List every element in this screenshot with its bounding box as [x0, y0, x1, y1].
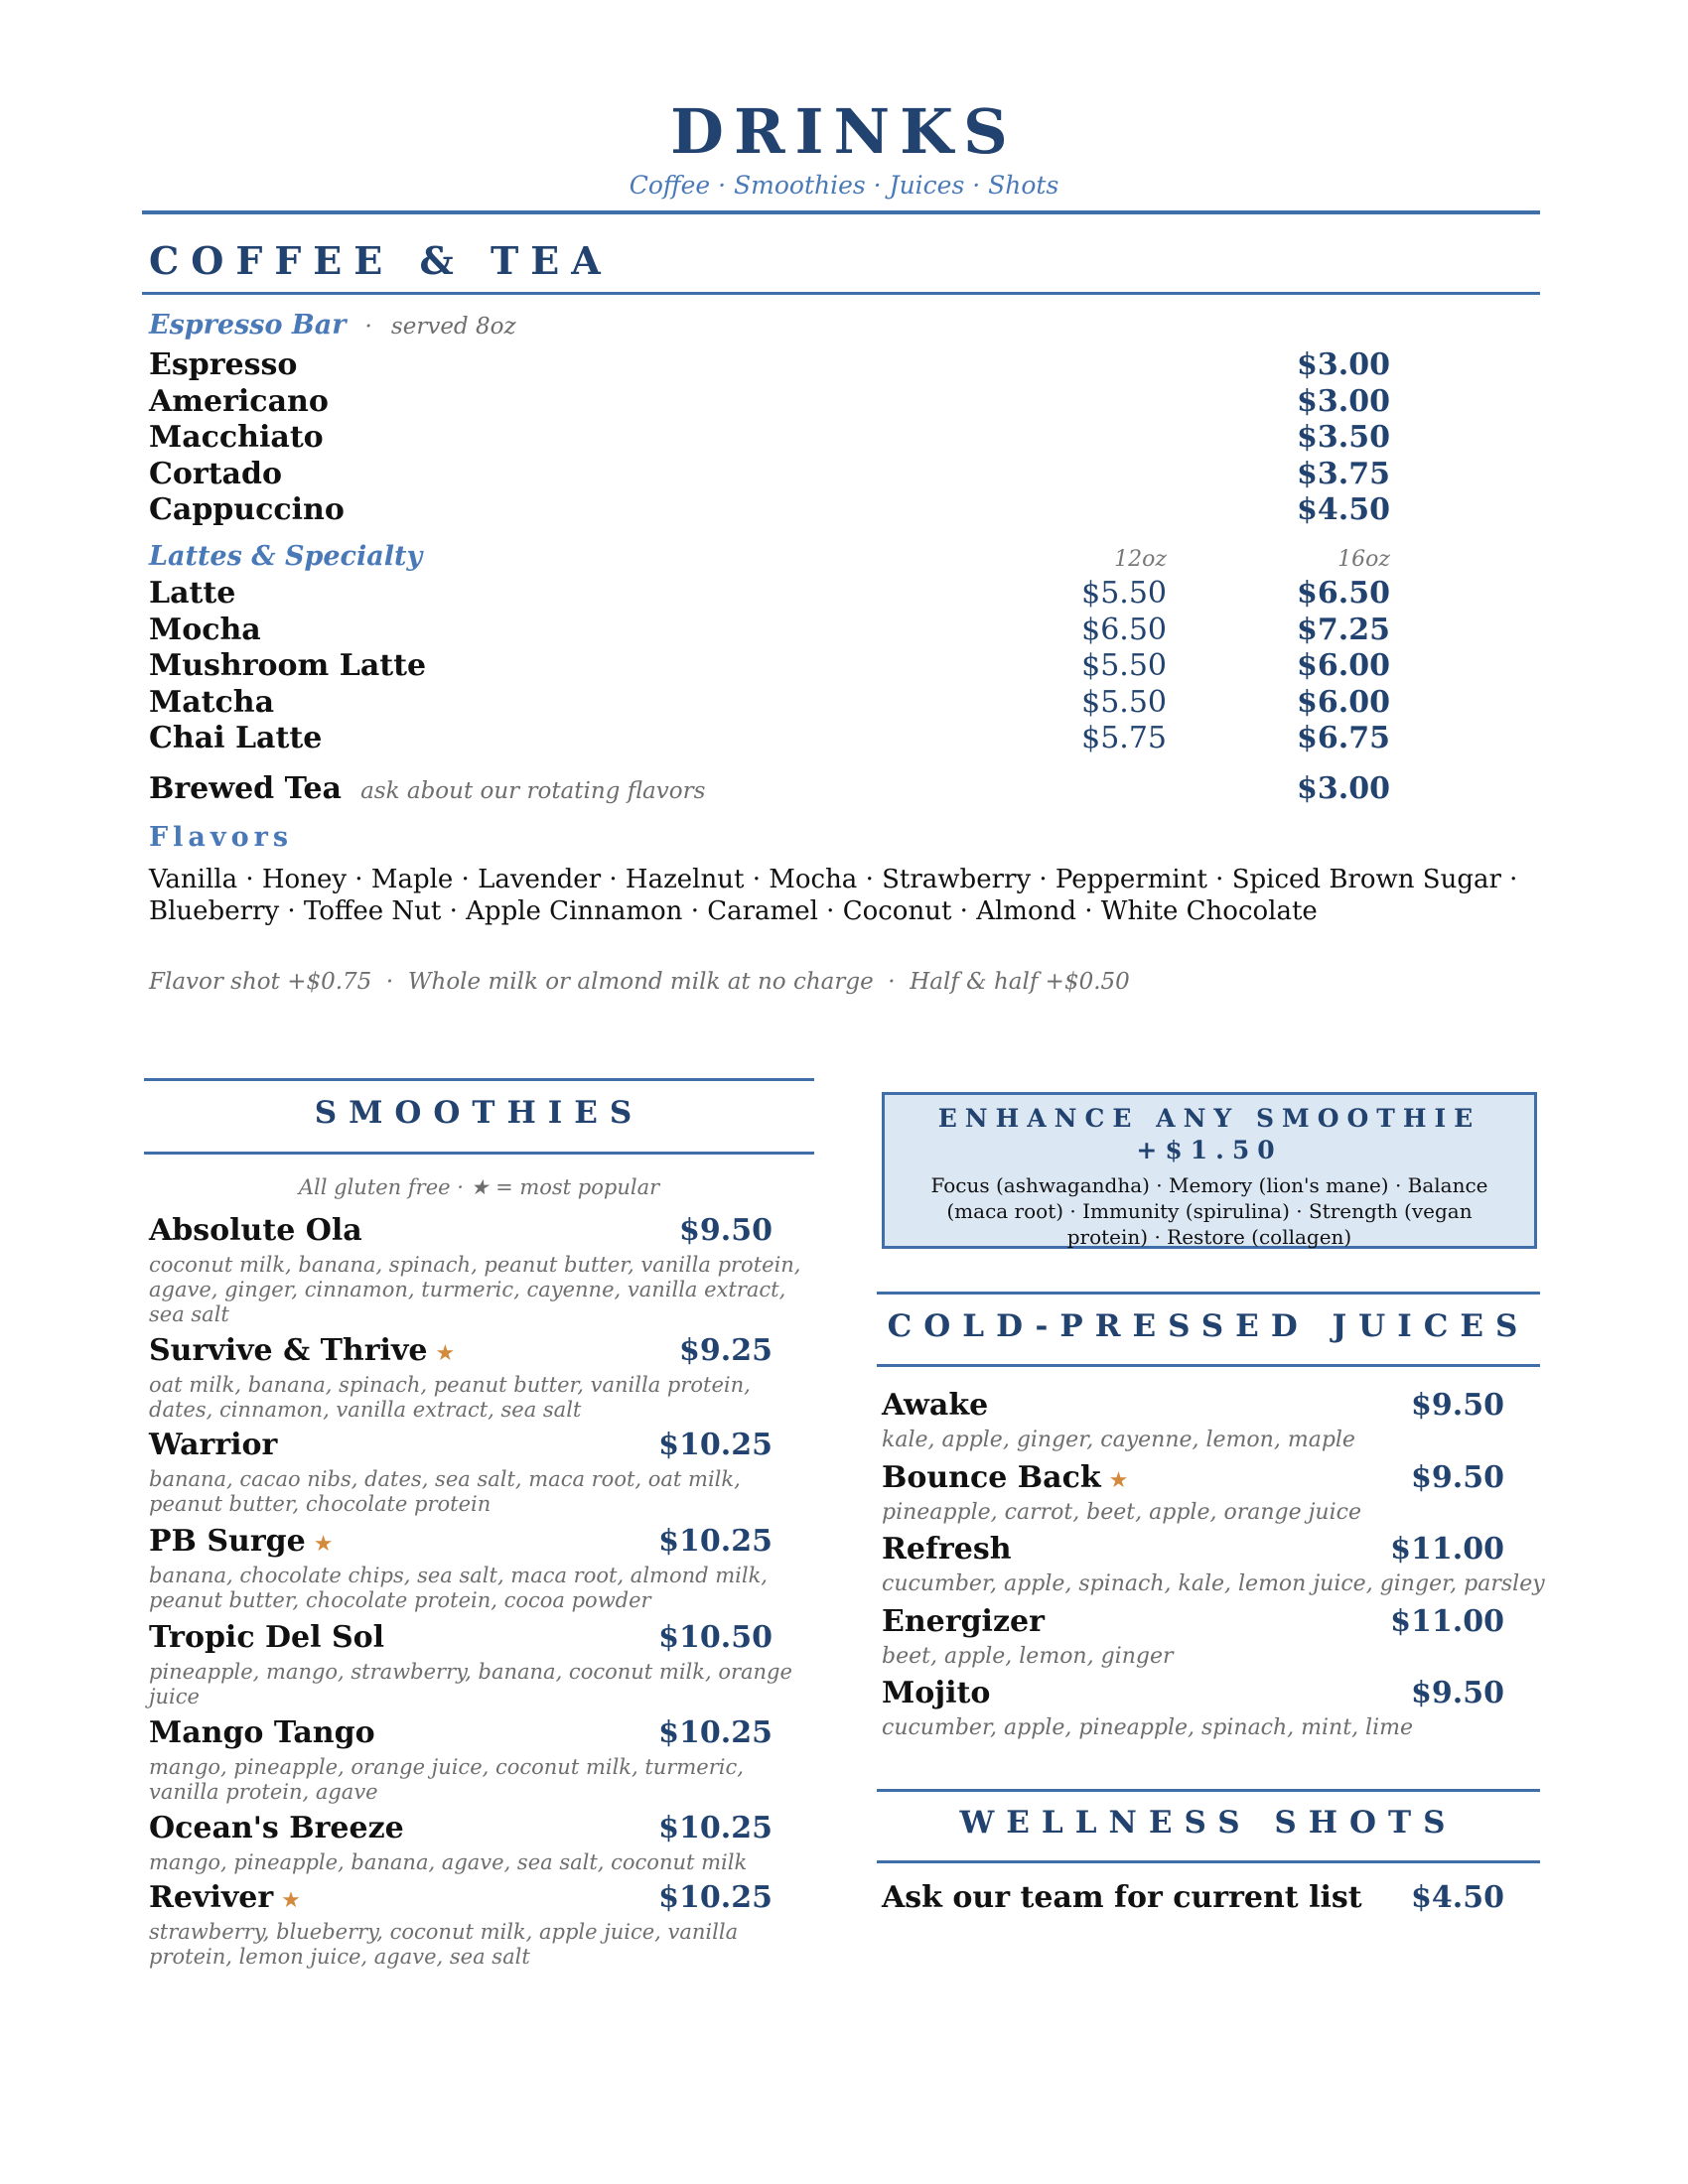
smoothies-heading: SMOOTHIES: [314, 1095, 644, 1131]
star-icon: ★: [281, 1888, 301, 1913]
espresso-item-name: Americano: [149, 383, 329, 419]
smoothie-name: Ocean's Breeze: [149, 1811, 404, 1845]
smoothie-ingredients: mango, pineapple, banana, agave, sea salt, coconut milk: [149, 1850, 748, 1874]
star-icon: ★: [435, 1341, 456, 1366]
smoothie-name: Mango Tango: [149, 1715, 375, 1750]
juice-price: $9.50: [1411, 1676, 1504, 1710]
enhance-title: ENHANCE ANY SMOOTHIE +$1.50: [937, 1104, 1481, 1164]
latte-item-name: Latte: [149, 576, 236, 611]
smoothie-row: [149, 1213, 362, 1248]
espresso-item-price: $3.00: [1297, 347, 1390, 382]
smoothie-ingredients: strawberry, blueberry, coconut milk, apple juice, vanilla protein, lemon juice, agave, sea salt: [149, 1920, 739, 1969]
smoothie-row: [149, 1428, 277, 1462]
header-rule: [142, 210, 1540, 214]
smoothie-ingredients: pineapple, mango, strawberry, banana, coconut milk, orange juice: [149, 1660, 792, 1708]
smoothie-price: $9.25: [679, 1333, 773, 1368]
juices-top-rule: [877, 1292, 1540, 1295]
smoothie-price: $10.25: [658, 1880, 773, 1915]
flavors-heading: Flavors: [149, 822, 294, 853]
latte-item-name: Mushroom Latte: [149, 648, 427, 683]
coffee-tea-rule: [142, 292, 1540, 295]
espresso-item-price: $4.50: [1297, 492, 1390, 527]
star-icon: ★: [1108, 1467, 1129, 1493]
espresso-item-name: Cappuccino: [149, 492, 345, 527]
lattes-label: Lattes & Specialty: [149, 541, 423, 572]
enhance-options: Focus (ashwagandha) · Memory (lion's mane) · Balance (maca root) · Immunity (spirulina) · Strength (vegan protein) · Restore (collagen): [930, 1173, 1488, 1249]
juice-name: Refresh: [882, 1532, 1012, 1567]
latte-price-16oz: $6.50: [1297, 576, 1390, 611]
shots-bottom-rule: [877, 1860, 1540, 1863]
juice-price: $9.50: [1411, 1459, 1504, 1495]
smoothies-bottom-rule: [144, 1152, 814, 1155]
juice-ingredients: kale, apple, ginger, cayenne, lemon, maple: [882, 1428, 1355, 1452]
smoothies-note: All gluten free · ★ = most popular: [298, 1175, 660, 1199]
juice-ingredients: cucumber, apple, pineapple, spinach, mint, lime: [882, 1715, 1414, 1740]
latte-price-16oz: $6.75: [1297, 721, 1390, 755]
smoothie-ingredients: mango, pineapple, orange juice, coconut milk, turmeric, vanilla protein, agave: [149, 1755, 744, 1804]
smoothie-price: $10.25: [658, 1715, 773, 1750]
smoothie-price: $10.50: [658, 1620, 773, 1655]
shots-top-rule: [877, 1789, 1540, 1792]
smoothie-row: [149, 1333, 455, 1368]
wellness-shots-price: $4.50: [1411, 1880, 1504, 1915]
addons-note: Flavor shot +$0.75 · Whole milk or almond milk at no charge · Half & half +$0.50: [149, 969, 1130, 995]
wellness-shots-heading: WELLNESS SHOTS: [959, 1805, 1458, 1841]
coffee-tea-heading: COFFEE & TEA: [149, 238, 613, 283]
espresso-bar-note: served 8oz: [390, 314, 516, 340]
brewed-tea-note: ask about our rotating flavors: [360, 778, 706, 804]
espresso-item-price: $3.75: [1297, 456, 1390, 491]
espresso-bar-label: Espresso Bar: [149, 310, 347, 341]
espresso-item-price: $3.00: [1297, 383, 1390, 419]
size-16oz-header: 16oz: [1337, 547, 1390, 572]
juice-ingredients: beet, apple, lemon, ginger: [882, 1643, 1174, 1669]
smoothie-row: [149, 1715, 375, 1750]
juice-name: Energizer: [882, 1603, 1045, 1639]
smoothie-ingredients: coconut milk, banana, spinach, peanut butter, vanilla protein, agave, ginger, cinnamon, turmeric, cayenne, vanilla extract, sea salt: [149, 1253, 801, 1326]
smoothie-row: [149, 1880, 301, 1915]
brewed-tea-name: Brewed Tea: [149, 771, 342, 806]
latte-price-12oz: $5.75: [1081, 721, 1167, 755]
brewed-tea-price: $3.00: [1297, 771, 1390, 806]
smoothie-price: $9.50: [679, 1213, 773, 1248]
latte-price-12oz: $5.50: [1081, 684, 1167, 720]
juice-ingredients: pineapple, carrot, beet, apple, orange juice: [882, 1499, 1361, 1525]
size-12oz-header: 12oz: [1114, 547, 1167, 572]
smoothie-price: $10.25: [658, 1524, 773, 1559]
smoothie-row: [149, 1811, 404, 1845]
smoothie-name: PB Surge: [149, 1524, 306, 1559]
espresso-item-name: Macchiato: [149, 420, 324, 455]
latte-price-16oz: $6.00: [1297, 648, 1390, 683]
smoothie-row: [149, 1524, 333, 1559]
smoothie-row: [149, 1620, 384, 1655]
juices-bottom-rule: [877, 1364, 1540, 1367]
smoothie-name: Survive & Thrive: [149, 1333, 428, 1368]
smoothie-name: Warrior: [149, 1428, 278, 1462]
wellness-shots-item: Ask our team for current list: [882, 1880, 1362, 1915]
smoothie-price: $10.25: [658, 1811, 773, 1845]
juice-name: Mojito: [882, 1676, 991, 1710]
smoothie-name: Absolute Ola: [149, 1213, 362, 1248]
juice-row: [882, 1604, 1045, 1639]
espresso-item-price: $3.50: [1297, 420, 1390, 455]
latte-price-16oz: $6.00: [1297, 684, 1390, 720]
espresso-item-name: Cortado: [149, 456, 282, 491]
juice-name: Bounce Back: [882, 1459, 1101, 1495]
latte-price-12oz: $5.50: [1081, 576, 1167, 611]
juice-price: $9.50: [1411, 1388, 1504, 1423]
brewed-tea-row: [149, 771, 705, 806]
enhance-box: [882, 1092, 1537, 1249]
espresso-item-name: Espresso: [149, 347, 298, 382]
smoothies-top-rule: [144, 1078, 814, 1081]
juices-heading: COLD-PRESSED JUICES: [887, 1308, 1530, 1344]
smoothie-ingredients: oat milk, banana, spinach, peanut butter, vanilla protein, dates, cinnamon, vanilla extract, sea salt: [149, 1373, 751, 1422]
juice-price: $11.00: [1390, 1532, 1504, 1567]
juice-ingredients: cucumber, apple, spinach, kale, lemon juice, ginger, parsley: [882, 1571, 1545, 1596]
smoothie-name: Tropic Del Sol: [149, 1620, 385, 1655]
juice-row: [882, 1460, 1128, 1495]
juice-name: Awake: [882, 1388, 989, 1423]
menu-title: DRINKS: [670, 95, 1018, 168]
juice-row: [882, 1532, 1012, 1567]
latte-item-name: Mocha: [149, 612, 261, 647]
smoothie-price: $10.25: [658, 1428, 773, 1462]
latte-price-16oz: $7.25: [1297, 612, 1390, 647]
juice-price: $11.00: [1390, 1603, 1504, 1639]
latte-price-12oz: $5.50: [1081, 648, 1167, 683]
latte-item-name: Chai Latte: [149, 721, 323, 755]
latte-price-12oz: $6.50: [1081, 612, 1167, 647]
separator: ·: [364, 314, 372, 340]
flavors-list: Vanilla · Honey · Maple · Lavender · Hazelnut · Mocha · Strawberry · Peppermint · Spiced Brown Sugar · Blueberry · Toffee Nut · Apple Cinnamon · Caramel · Coconut · Almond · White Chocolate: [149, 865, 1518, 926]
menu-subtitle: Coffee · Smoothies · Juices · Shots: [629, 171, 1059, 200]
smoothie-name: Reviver: [149, 1880, 274, 1915]
juice-row: [882, 1388, 988, 1423]
juice-row: [882, 1676, 990, 1710]
star-icon: ★: [313, 1532, 334, 1557]
espresso-bar-header: [149, 310, 516, 341]
smoothie-ingredients: banana, cacao nibs, dates, sea salt, maca root, oat milk, peanut butter, chocolate protein: [149, 1467, 741, 1516]
smoothie-ingredients: banana, chocolate chips, sea salt, maca root, almond milk, peanut butter, chocolate protein, cocoa powder: [149, 1564, 768, 1612]
latte-item-name: Matcha: [149, 684, 275, 720]
